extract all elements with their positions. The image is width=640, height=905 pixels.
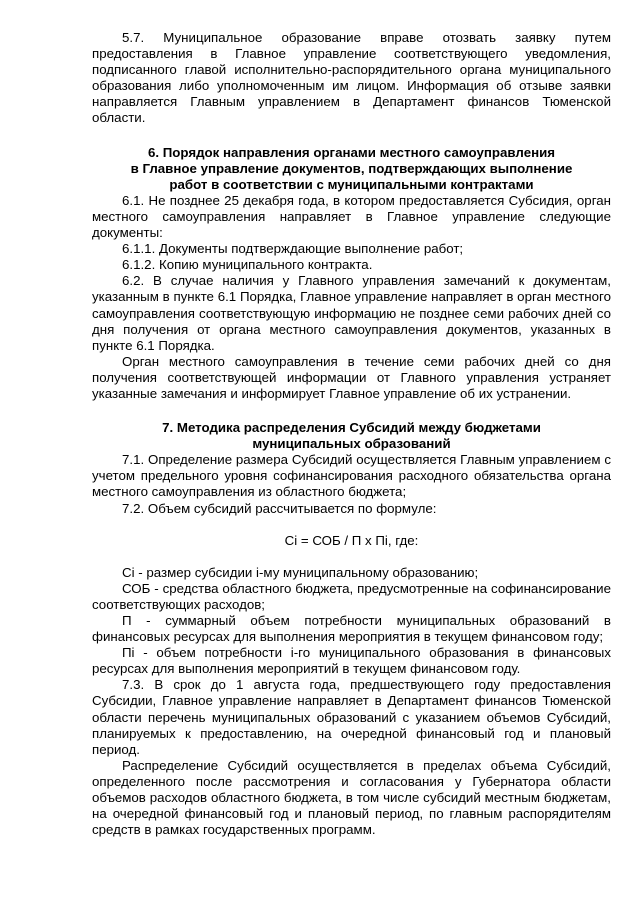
section-7-title-line-1: 7. Методика распределения Субсидий между бюджетами — [162, 420, 541, 436]
paragraph-7-2: 7.2. Объем субсидий рассчитывается по формуле: — [122, 500, 437, 516]
paragraph-organ: Орган местного самоуправления в течение семи рабочих дней со дня получения соответствующей информации от Главного управления устраняет указанные замечания и информирует Главное управление об их устранении. — [92, 353, 611, 401]
definition-ci: Ci - размер субсидии i-му муниципальному образованию; — [122, 564, 479, 580]
document-page — [92, 30, 611, 838]
formula: Ci = СОБ / П x Пi, где: — [284, 532, 419, 548]
definition-sob: СОБ - средства областного бюджета, предусмотренные на софинансирование соответствующих расходов; — [92, 580, 611, 612]
section-6-title-line-2: в Главное управление документов, подтверждающих выполнение — [130, 160, 573, 176]
paragraph-6-2: 6.2. В случае наличия у Главного управления замечаний к документам, указанным в пункте 6.1 Порядка, Главное управление направляет в орган местного самоуправления соответствующую информацию не позднее семи рабочих дней со дня получения от органа местного самоуправления документов, указанных в пункте 6.1 Порядка. — [92, 273, 611, 353]
section-7-title-line-2: муниципальных образований — [252, 436, 451, 452]
paragraph-7-1: 7.1. Определение размера Субсидий осуществляется Главным управлением с учетом предельного уровня софинансирования расходного обязательства органа местного самоуправления из областного бюджета; — [92, 452, 611, 500]
paragraph-7-3: 7.3. В срок до 1 августа года, предшествующего году предоставления Субсидии, Главное управление направляет в Департамент финансов Тюменской области перечень муниципальных образований с указанием объемов Субсидий, планируемых к предоставлению, на очередной финансовый год и плановый период. — [92, 677, 611, 757]
section-6-title-line-3: работ в соответствии с муниципальными контрактами — [169, 176, 534, 192]
paragraph-6-1-2: 6.1.2. Копию муниципального контракта. — [122, 257, 373, 273]
section-6-heading — [92, 145, 611, 193]
definition-p: П - суммарный объем потребности муниципальных образований в финансовых ресурсах для выполнения мероприятия в текущем финансовом году; — [92, 613, 611, 645]
section-7-heading — [92, 420, 611, 452]
definition-pi: Пi - объем потребности i-го муниципального образования в финансовых ресурсах для выполнения мероприятий в текущем финансовом году. — [92, 645, 611, 677]
paragraph-distribution: Распределение Субсидий осуществляется в пределах объема Субсидий, определенного после рассмотрения и согласования у Губернатора области объемов расходов областного бюджета, в том числе субсидий местным бюджетам, на очередной финансовый год и плановый период, по главным распорядителям средств в рамках государственных программ. — [92, 757, 611, 838]
paragraph-6-1: 6.1. Не позднее 25 декабря года, в котором предоставляется Субсидия, орган местного самоуправления направляет в Главное управление следующие документы: — [92, 192, 611, 241]
section-6-title-line-1: 6. Порядок направления органами местного самоуправления — [147, 144, 556, 160]
paragraph-5-7: 5.7. Муниципальное образование вправе отозвать заявку путем предоставления в Главное управление соответствующего уведомления, подписанного главой исполнительно-распорядительного органа муниципального образования либо уполномоченным им лицом. Информация об отзыве заявки направляется Главным управлением в Департамент финансов Тюменской области. — [92, 30, 611, 126]
paragraph-6-1-1: 6.1.1. Документы подтверждающие выполнение работ; — [122, 241, 464, 257]
